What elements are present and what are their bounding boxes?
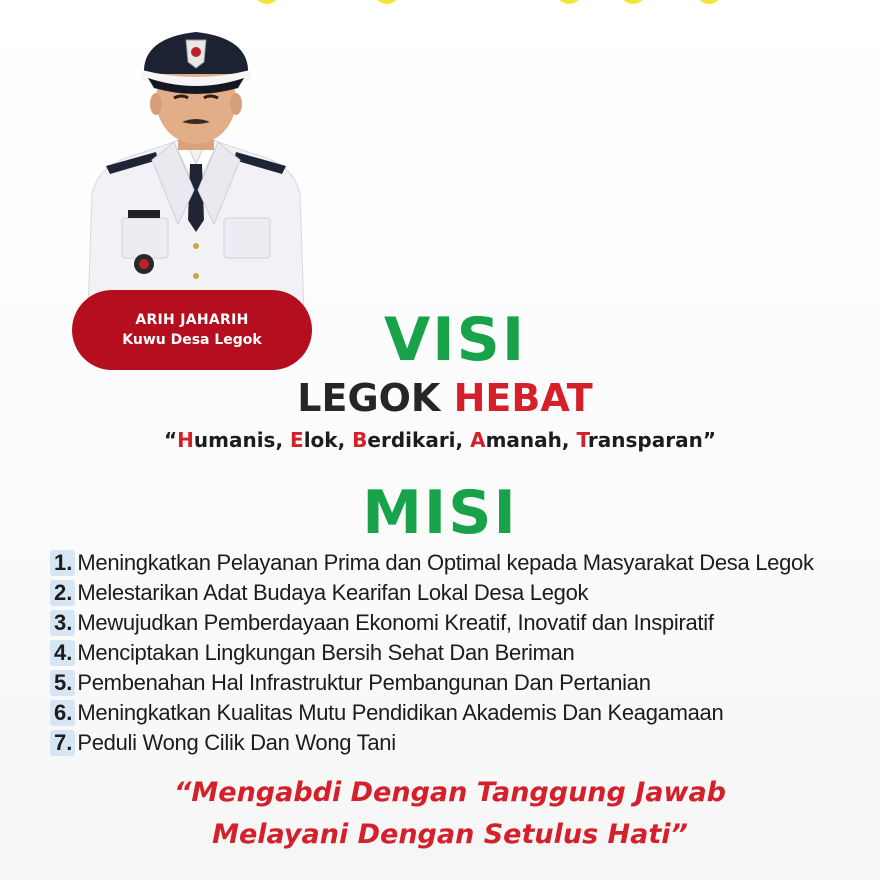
mission-text: Mewujudkan Pemberdayaan Ekonomi Kreatif, Inovatif dan Inspiratif — [77, 610, 714, 635]
mission-number: 4. — [50, 640, 75, 666]
motto-initial: H — [177, 428, 194, 452]
decorative-dots — [0, 0, 880, 8]
motto-initial: B — [352, 428, 368, 452]
list-item — [50, 608, 850, 638]
list-item — [50, 728, 850, 758]
slogan-part-legok: LEGOK — [297, 376, 441, 420]
motto-word-rest: manah, — [485, 428, 577, 452]
mission-text: Meningkatkan Pelayanan Prima dan Optimal kepada Masyarakat Desa Legok — [77, 550, 814, 575]
mission-text: Pembenahan Hal Infrastruktur Pembangunan Dan Pertanian — [77, 670, 651, 695]
mission-number: 7. — [50, 730, 75, 756]
misi-heading: MISI — [362, 478, 518, 548]
closing-line-1: “Mengabdi Dengan Tanggung Jawab — [174, 777, 726, 808]
dot-decoration — [620, 0, 646, 4]
mission-text: Menciptakan Lingkungan Bersih Sehat Dan Beriman — [77, 640, 575, 665]
motto-close-quote: ” — [702, 428, 716, 452]
official-role: Kuwu Desa Legok — [122, 332, 262, 348]
mission-text: Meningkatkan Kualitas Mutu Pendidikan Akademis Dan Keagamaan — [77, 700, 724, 725]
motto-initial: A — [470, 428, 486, 452]
dot-decoration — [254, 0, 280, 4]
name-badge — [72, 290, 312, 370]
list-item — [50, 668, 850, 698]
list-item — [50, 698, 850, 728]
closing-line-2: Melayani Dengan Setulus Hati” — [212, 819, 688, 850]
list-item — [50, 578, 850, 608]
mission-text: Peduli Wong Cilik Dan Wong Tani — [77, 730, 396, 755]
visi-motto — [100, 425, 780, 455]
mission-number: 1. — [50, 550, 75, 576]
mission-list — [50, 548, 850, 758]
list-item — [50, 638, 850, 668]
closing-motto — [100, 772, 800, 856]
visi-slogan — [250, 374, 640, 422]
visi-heading: VISI — [383, 305, 527, 375]
dot-decoration — [556, 0, 582, 4]
official-portrait-photo — [78, 14, 314, 314]
dot-decoration — [374, 0, 400, 4]
motto-initial: T — [576, 428, 588, 452]
portrait-illustration — [78, 14, 314, 314]
motto-open-quote: “ — [163, 428, 178, 452]
motto-word-rest: erdikari, — [367, 428, 471, 452]
motto-word-rest: ransparan — [587, 428, 703, 452]
mission-number: 3. — [50, 610, 75, 636]
mission-number: 6. — [50, 700, 75, 726]
list-item — [50, 548, 850, 578]
slogan-part-hebat: HEBAT — [453, 376, 593, 420]
mission-text: Melestarikan Adat Budaya Kearifan Lokal Desa Legok — [77, 580, 589, 605]
motto-initial: E — [290, 428, 304, 452]
mission-number: 2. — [50, 580, 75, 606]
official-name: ARIH JAHARIH — [135, 312, 249, 328]
mission-number: 5. — [50, 670, 75, 696]
dot-decoration — [696, 0, 722, 4]
motto-word-rest: umanis, — [193, 428, 291, 452]
motto-word-rest: lok, — [303, 428, 353, 452]
